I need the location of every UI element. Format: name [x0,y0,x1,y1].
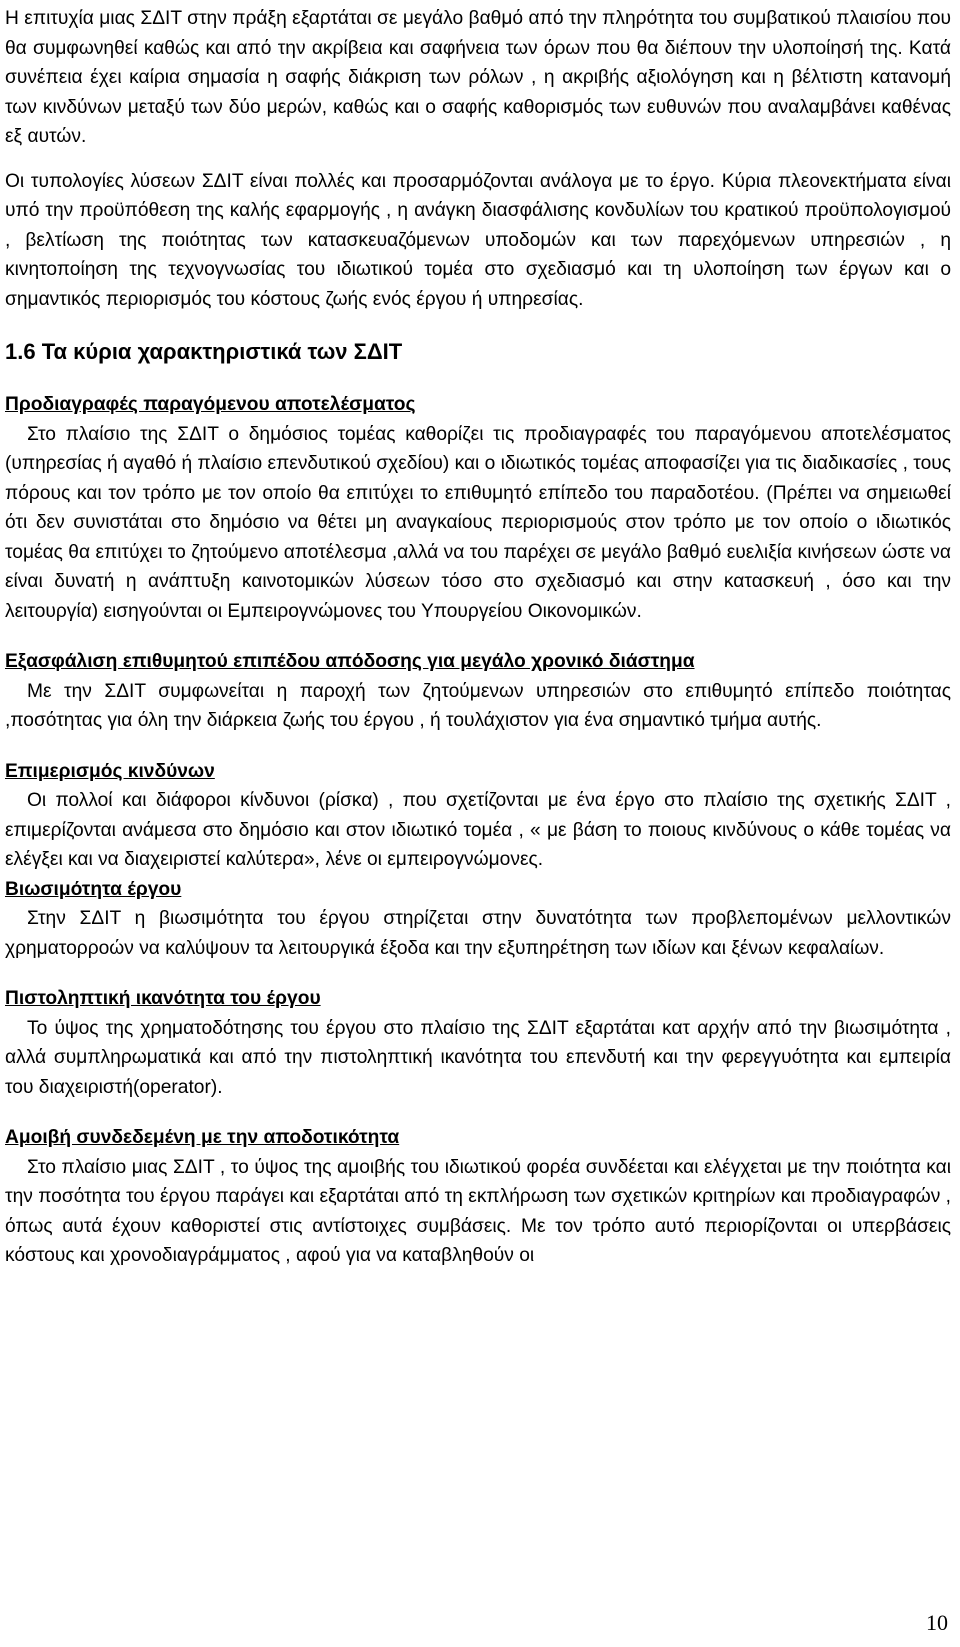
subsection-title-specifications: Προδιαγραφές παραγόμενου αποτελέσματος [5,394,416,415]
subsection-title-viability: Βιωσιμότητα έργου [5,878,182,900]
document-page [5,4,951,1271]
subsection-body-viability: Στην ΣΔΙΤ η βιωσιμότητα του έργου στηρίζεται στην δυνατότητα των προβλεπομένων μελλοντικών χρηματορροών να καλύψουν τα λειτουργικά έξοδα και την εξυπηρέτηση των ιδίων και ξένων κεφαλαίων. [5,908,951,959]
subsection-title-creditworthiness: Πιστοληπτική ικανότητα του έργου [5,988,321,1009]
subsection-body-specifications: Στο πλαίσιο της ΣΔΙΤ ο δημόσιος τομέας καθορίζει τις προδιαγραφές του παραγόμενου αποτελέσματος (υπηρεσίας ή αγαθό ή πλαίσιο επενδυτικού σχεδίου) και ο ιδιωτικός τομέας αποφασίζει για τις διαδικασίες , τους πόρους και τον τρόπο με τον οποίο θα επιτύχει το επιθυμητό επίπεδο του παραδοτέου. (Πρέπει να σημειωθεί ότι δεν συνιστάται στο δημόσιο να θέτει μη αναγκαίους περιορισμούς στον τρόπο με τον οποίο ο ιδιωτικός τομέας θα επιτύχει το ζητούμενο αποτέλεσμα ,αλλά να του παρέχει σε μεγάλο βαθμό ευελιξία κινήσεων ώστε να είναι δυνατή η ανάπτυξη καινοτομικών λύσεων τόσο στο σχεδιασμό και στην κατασκευή , όσο και την λειτουργία) εισηγούνται οι Εμπειρογνώμονες του Υπουργείου Οικονομικών. [5,423,952,622]
subsection-body-performance: Με την ΣΔΙΤ συμφωνείται η παροχή των ζητούμενων υπηρεσιών στο επιθυμητό επίπεδο ποιότητας ,ποσότητας για όλη την διάρκεια ζωής του έργου , ή τουλάχιστον για ένα σημαντικό τμήμα αυτής. [5,680,951,731]
subsection-title-risk: Επιμερισμός κινδύνων [5,760,215,782]
subsection-title-remuneration: Αμοιβή συνδεδεμένη με την αποδοτικότητα [5,1127,400,1148]
subsection-body-risk: Οι πολλοί και διάφοροι κίνδυνοι (ρίσκα) , που σχετίζονται με ένα έργο στο πλαίσιο της σχετικής ΣΔΙΤ , επιμερίζονται ανάμεσα στο δημόσιο και στον ιδιωτικό τομέα , « με βάση το ποιους κινδύνους ο κάθε τομέας να ελέγξει και να διαχειριστεί καλύτερα», λένε οι εμπειρογνώμονες. [5,790,951,870]
intro-paragraph: Η επιτυχία μιας ΣΔΙΤ στην πράξη εξαρτάται σε μεγάλο βαθμό από την πληρότητα του συμβατικού πλαισίου που θα συμφωνηθεί καθώς και από την ακρίβεια και σαφήνεια των όρων που θα διέπουν την υλοποίησή της. Κατά συνέπεια έχει καίρια σημασία η σαφής διάκριση των ρόλων , η ακριβής αξιολόγηση και η βέλτιστη κατανομή των κινδύνων μεταξύ των δύο μερών, καθώς και ο σαφής καθορισμός των ευθυνών που αναλαμβάνει καθένας εξ αυτών. [5,8,951,147]
page-number: 10 [926,1610,948,1635]
subsection-body-remuneration: Στο πλαίσιο μιας ΣΔΙΤ , το ύψος της αμοιβής του ιδιωτικού φορέα συνδέεται και ελέγχεται με την ποιότητα και την ποσότητα του έργου παράγει και εξαρτάται από τη εκπλήρωση των σχετικών κριτηρίων και προδιαγραφών , όπως αυτά έχουν καθοριστεί στις αντίστοιχες συμβάσεις. Με τον τρόπο αυτό περιορίζονται οι υπερβάσεις κόστους και χρονοδιαγράμματος , αφού για να καταβληθούν οι [5,1156,951,1266]
subsection-title-performance: Εξασφάλιση επιθυμητού επιπέδου απόδοσης για μεγάλο χρονικό διάστημα [5,651,695,672]
section-heading: 1.6 Τα κύρια χαρακτηριστικά των ΣΔΙΤ [5,339,403,364]
solutions-paragraph: Οι τυπολογίες λύσεων ΣΔΙΤ είναι πολλές και προσαρμόζονται ανάλογα με το έργο. Κύρια πλεονεκτήματα είναι υπό την προϋπόθεση της καλής εφαρμογής , η ανάγκη διασφάλισης κονδυλίων του κρατικού προϋπολογισμού , βελτίωση της ποιότητας των κατασκευαζόμενων υποδομών και των παρεχόμενων υπηρεσιών , η κινητοποίηση της τεχνογνωσίας του ιδιωτικού τομέα στο σχεδιασμό και τη υλοποίηση των έργων και ο σημαντικός περιορισμός του κόστους ζωής ενός έργου ή υπηρεσίας. [5,170,951,310]
subsection-body-creditworthiness: Το ύψος της χρηματοδότησης του έργου στο πλαίσιο της ΣΔΙΤ εξαρτάται κατ αρχήν από την βιωσιμότητα , αλλά συμπληρωματικά και από την πιστοληπτική ικανότητα του επενδυτή και την φερεγγυότητα και εμπειρία του διαχειριστή(operator). [5,1017,951,1098]
